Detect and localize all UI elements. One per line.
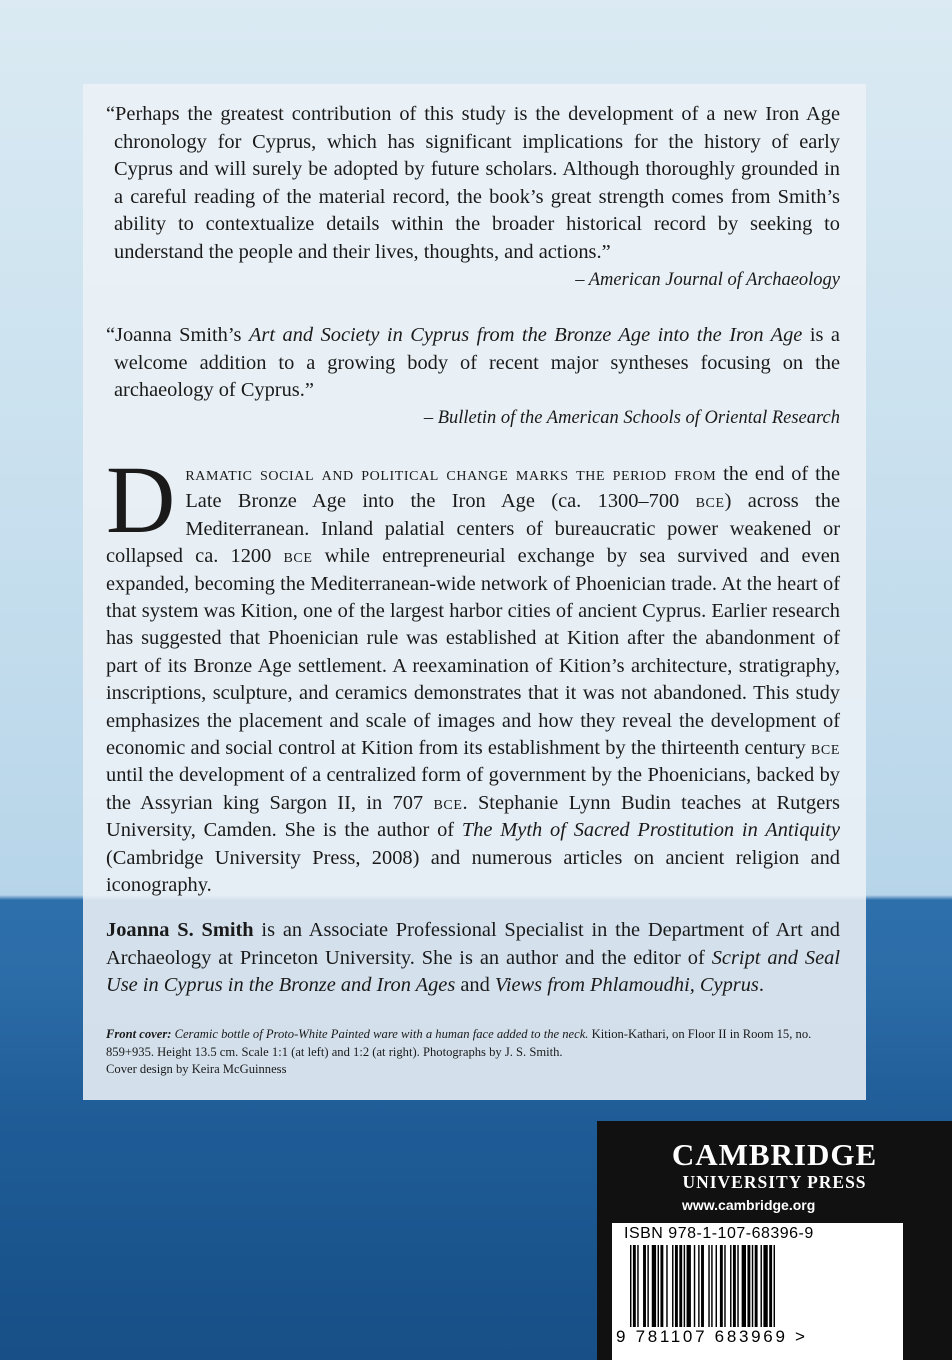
- barcode-icon: [630, 1245, 886, 1331]
- publisher-press: UNIVERSITY PRESS: [682, 1172, 867, 1192]
- author-name: Joanna S. Smith: [106, 919, 254, 941]
- quote-2-attribution: – Bulletin of the American Schools of Oriental Research: [423, 407, 840, 428]
- cover-credits: Front cover: Ceramic bottle of Proto-White Painted ware with a human face added to the neck. Kition-Kathari, on Floor II in Room 15, no. 859+935. Height 13.5 cm. Scale 1:1 (at left) and 1:2 (at right). Photographs by J. S. Smith.: [106, 1027, 812, 1059]
- publisher-name: CAMBRIDGE: [671, 1137, 878, 1172]
- cover-design-credit: Cover design by Keira McGuinness: [106, 1062, 287, 1076]
- book-description: Dramatic social and political change marks the period from the end of the Late Bronze Age into the Iron Age (ca. 1300–700 bce) across the Mediterranean. Inland palatial centers of bureaucratic power weakened or collapsed ca. 1200 bce while entrepreneurial exchange by sea survived and even expanded, becoming the Mediterranean-wide network of Phoenician trade. At the heart of that system was Kition, one of the largest harbor cities of ancient Cyprus. Earlier research has suggested that Phoenician rule was established at Kition after the abandonment of part of its Bronze Age settlement. A reexamination of Kition’s architecture, stratigraphy, inscriptions, sculpture, and ceramics demonstrates that it was not abandoned. This study emphasizes the placement and scale of images and how they reveal the development of economic and social control at Kition from its establishment by the thirteenth century bce until the development of a centralized form of government by the Phoenicians, backed by the Assyrian king Sargon II, in 707 bce. Stephanie Lynn Budin teaches at Rutgers University, Camden. She is the author of The Myth of Sacred Prostitution in Antiquity (Cambridge University Press, 2008) and numerous articles on ancient religion and iconography.: [106, 446, 841, 897]
- bio-book-2: Views from Phlamoudhi, Cyprus: [494, 974, 759, 997]
- review-quote-1: [106, 101, 840, 294]
- quote-2-book-title: Art and Society in Cyprus from the Bronze Age into the Iron Age: [248, 324, 803, 346]
- barcode-digits: 9 781107 683969 >: [616, 1327, 808, 1346]
- quote-2-text: “Joanna Smith’s Art and Society in Cyprus from the Bronze Age into the Iron Age is a welcome addition to a growing body of recent major syntheses focusing on the archaeology of Cyprus.”: [106, 324, 840, 402]
- review-quote-2: [106, 322, 840, 432]
- isbn-text: ISBN 978-1-107-68396-9: [624, 1225, 814, 1242]
- quote-1-text: “Perhaps the greatest contribution of this study is the development of a new Iron Age chronology for Cyprus, which has significant implications for the history of early Cyprus and will surely be adopted by future scholars. Although thoroughly grounded in a careful reading of the material record, the book’s great strength comes from Smith’s ability to contextualize details within the broader historical record by seeking to understand the people and their lives, thoughts, and actions.”: [106, 103, 840, 263]
- opening-small-caps: ramatic social and political change marks the period from: [185, 463, 717, 485]
- budin-book-title: The Myth of Sacred Prostitution in Antiquity: [461, 819, 840, 842]
- author-bio: Joanna S. Smith is an Associate Professional Specialist in the Department of Art and Archaeology at Princeton University. She is an author and the editor of Script and Seal Use in Cyprus in the Bronze and Iron Ages and Views from Phlamoudhi, Cyprus.: [106, 919, 840, 997]
- bio-book-1: Script and Seal Use in Cyprus in the Bronze and Iron Ages: [106, 946, 840, 997]
- quote-1-attribution: – American Journal of Archaeology: [575, 269, 840, 290]
- drop-cap: D: [106, 446, 176, 553]
- barcode-box: [612, 1223, 903, 1360]
- publisher-url: www.cambridge.org: [682, 1197, 816, 1213]
